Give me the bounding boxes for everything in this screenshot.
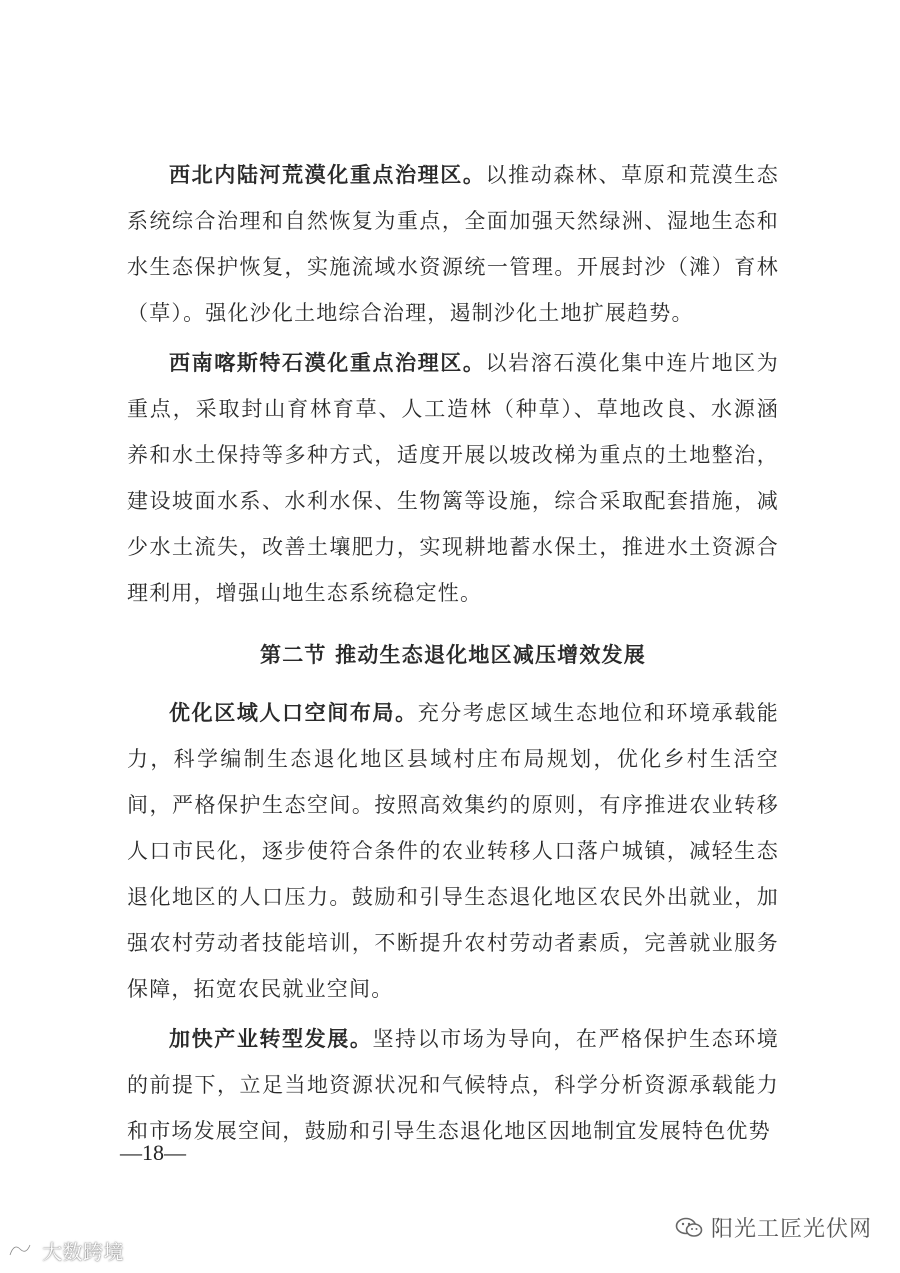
- paragraph-lead: 西北内陆河荒漠化重点治理区。: [169, 162, 486, 187]
- brand-logo-icon: [8, 1241, 32, 1265]
- paragraph-body: 充分考虑区域生态地位和环境承载能力，科学编制生态退化地区县域村庄布局规划，优化乡村生活空间，严格保护生态空间。按照高效集约的原则，有序推进农业转移人口市民化，逐步使符合条件的农业转移人口落户城镇，减轻生态退化地区的人口压力。鼓励和引导生态退化地区农民外出就业，加强农村劳动者技能培训，不断提升农村劳动者素质，完善就业服务保障，拓宽农民就业空间。: [127, 701, 779, 1001]
- paragraph-southwest: [127, 340, 779, 616]
- paragraph-lead: 西南喀斯特石漠化重点治理区。: [169, 350, 486, 375]
- paragraph-body: 以推动森林、草原和荒漠生态系统综合治理和自然恢复为重点，全面加强天然绿洲、湿地生态和水生态保护恢复，实施流域水资源统一管理。开展封沙（滩）育林（草）。强化沙化土地综合治理，遏制沙化土地扩展趋势。: [127, 163, 779, 325]
- paragraph-industry: [127, 1016, 779, 1154]
- paragraph-population: [127, 690, 779, 1012]
- paragraph-lead: 优化区域人口空间布局。: [169, 700, 418, 725]
- watermark-left-text: 大数跨境: [42, 1242, 125, 1264]
- page-number: —18—: [120, 1140, 186, 1165]
- paragraph-northwest: [127, 152, 779, 336]
- section-title: 第二节 推动生态退化地区减压增效发展: [260, 642, 646, 667]
- watermark-right-text: 阳光工匠光伏网: [710, 1216, 872, 1241]
- wechat-icon: [675, 1217, 703, 1239]
- watermark-left: [8, 1236, 124, 1265]
- paragraph-lead: 加快产业转型发展。: [169, 1026, 373, 1051]
- document-content: [127, 152, 779, 1154]
- watermark-right: [675, 1212, 872, 1243]
- paragraph-body: 坚持以市场为导向，在严格保护生态环境的前提下，立足当地资源状况和气候特点，科学分析资源承载能力和市场发展空间，鼓励和引导生态退化地区因地制宜发展特色优势: [127, 1027, 779, 1143]
- paragraph-body: 以岩溶石漠化集中连片地区为重点，采取封山育林育草、人工造林（种草）、草地改良、水源涵养和水土保持等多种方式，适度开展以坡改梯为重点的土地整治，建设坡面水系、水利水保、生物篱等设施，综合采取配套措施，减少水土流失，改善土壤肥力，实现耕地蓄水保土，推进水土资源合理利用，增强山地生态系统稳定性。: [127, 351, 779, 605]
